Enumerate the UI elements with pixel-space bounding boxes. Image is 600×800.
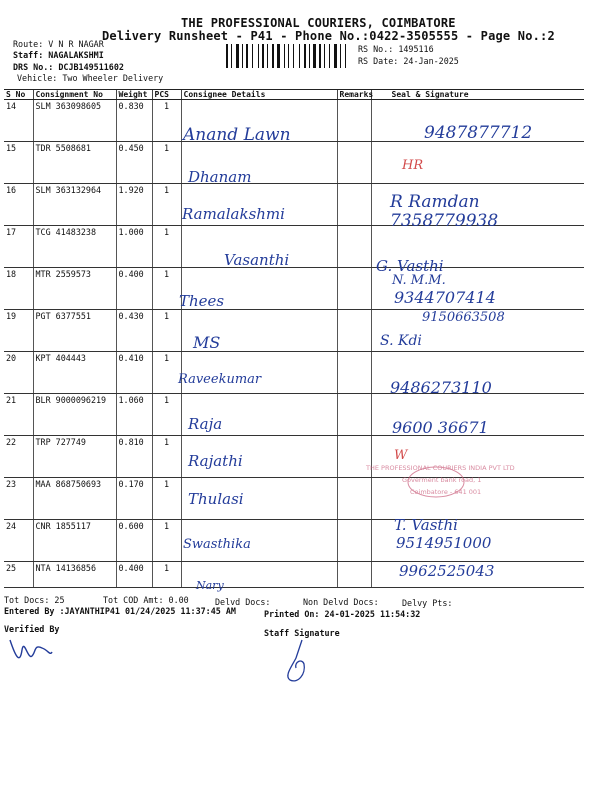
non-delvd-docs: Non Delvd Docs: — [303, 597, 379, 607]
cell-consignment: TRP 727749 — [33, 436, 116, 478]
cell-pcs: 1 — [152, 100, 181, 142]
table-row — [4, 352, 584, 394]
barcode-bar — [324, 44, 325, 68]
cell-pcs: 1 — [152, 520, 181, 562]
cell-remarks — [337, 352, 371, 394]
cell-remarks — [337, 310, 371, 352]
barcode-bar — [313, 44, 316, 68]
staff-signature-label: Staff Signature — [264, 628, 340, 638]
company-title: THE PROFESSIONAL COURIERS, COIMBATORE — [181, 16, 456, 30]
delvy-pts: Delvy Pts: — [402, 598, 453, 608]
cell-pcs: 1 — [152, 436, 181, 478]
cell-remarks — [337, 184, 371, 226]
cell-consignment: PGT 6377551 — [33, 310, 116, 352]
staff-label: Staff: NAGALAKSHMI — [13, 50, 104, 60]
seal-signature: N. M.M. — [392, 273, 446, 288]
barcode-bar — [272, 44, 274, 68]
table-header-row — [4, 90, 584, 100]
staff-signature — [276, 636, 326, 686]
cell-consignment: TCG 41483238 — [33, 226, 116, 268]
barcode-bar — [288, 44, 289, 68]
delvd-docs: Delvd Docs: — [215, 597, 271, 607]
cell-pcs: 1 — [152, 184, 181, 226]
barcode-bar — [319, 44, 321, 68]
cell-weight: 0.410 — [116, 352, 152, 394]
stamp-line: Goverment bank road, 1 — [402, 476, 482, 484]
barcode-bar — [304, 44, 306, 68]
col-pcs: PCS — [152, 90, 181, 100]
consignee-name: Thees — [179, 292, 225, 310]
route-label: Route: V N R NAGAR — [13, 39, 104, 49]
seal-signature: 9487877712 — [424, 123, 533, 143]
printed-on: Printed On: 24-01-2025 11:54:32 — [264, 609, 421, 619]
barcode-bar — [246, 44, 248, 68]
cell-sno: 18 — [4, 268, 33, 310]
cell-consignment: CNR 1855117 — [33, 520, 116, 562]
cell-sno: 21 — [4, 394, 33, 436]
cell-sno: 22 — [4, 436, 33, 478]
barcode-bar — [329, 44, 330, 68]
cell-sno: 20 — [4, 352, 33, 394]
cell-weight: 1.000 — [116, 226, 152, 268]
cell-remarks — [337, 142, 371, 184]
table-row — [4, 562, 584, 588]
company-stamp — [362, 458, 540, 510]
cell-remarks — [337, 394, 371, 436]
cell-consignment: TDR 5508681 — [33, 142, 116, 184]
cell-sno: 24 — [4, 520, 33, 562]
seal-signature: 9486273110 — [390, 378, 492, 397]
barcode-bar — [252, 44, 253, 68]
barcode — [226, 44, 354, 68]
cell-consignment: MTR 2559573 — [33, 268, 116, 310]
cell-consignment: MAA 868750693 — [33, 478, 116, 520]
cell-remarks — [337, 100, 371, 142]
cell-weight: 1.920 — [116, 184, 152, 226]
drs-label: DRS No.: DCJB149511602 — [13, 62, 124, 72]
consignee-name: Ramalakshmi — [182, 205, 285, 223]
seal-signature: 9514951000 — [396, 534, 492, 552]
seal-signature: S. Kdi — [380, 333, 422, 349]
cell-pcs: 1 — [152, 142, 181, 184]
cell-consignment: NTA 14136856 — [33, 562, 116, 588]
consignee-name: Nary — [196, 579, 224, 592]
entered-by: Entered By :JAYANTHIP41 01/24/2025 11:37:45 AM — [4, 606, 236, 616]
barcode-bar — [345, 44, 346, 68]
vehicle-label: Vehicle: Two Wheeler Delivery — [17, 73, 164, 83]
cell-weight: 1.060 — [116, 394, 152, 436]
cell-sno: 14 — [4, 100, 33, 142]
barcode-bar — [299, 44, 300, 68]
seal-signature: 9600 36671 — [392, 418, 489, 437]
cell-remarks — [337, 562, 371, 588]
cell-sno: 25 — [4, 562, 33, 588]
cell-consignment: KPT 404443 — [33, 352, 116, 394]
cell-remarks — [337, 520, 371, 562]
col-remarks: Remarks — [337, 90, 371, 100]
barcode-bar — [236, 44, 239, 68]
cell-consignment: BLR 9000096219 — [33, 394, 116, 436]
cell-sno: 19 — [4, 310, 33, 352]
cell-pcs: 1 — [152, 268, 181, 310]
verified-by-label: Verified By — [4, 624, 60, 634]
barcode-bar — [340, 44, 341, 68]
col-sign: Seal & Signature — [371, 90, 584, 100]
consignee-name: Raveekumar — [178, 372, 262, 387]
barcode-bar — [334, 44, 337, 68]
stamp-line: THE PROFESSIONAL COURIERS INDIA PVT LTD — [366, 464, 515, 472]
col-consignee: Consignee Details — [181, 90, 337, 100]
cell-weight: 0.430 — [116, 310, 152, 352]
seal-signature: 9344707414 — [394, 288, 496, 307]
consignee-name: Swasthika — [183, 537, 251, 552]
cell-consignment: SLM 363098605 — [33, 100, 116, 142]
consignee-name: Dhanam — [188, 168, 252, 186]
rs-no-label: RS No.: 1495116 — [358, 44, 434, 54]
barcode-bar — [309, 44, 310, 68]
barcode-bar — [262, 44, 264, 68]
consignee-name: Raja — [188, 415, 223, 433]
tot-cod-amt: Tot COD Amt: 0.00 — [103, 595, 189, 605]
cell-pcs: 1 — [152, 478, 181, 520]
barcode-bar — [293, 44, 294, 68]
cell-weight: 0.810 — [116, 436, 152, 478]
table-row — [4, 520, 584, 562]
consignee-name: Thulasi — [188, 490, 244, 508]
table-row — [4, 394, 584, 436]
table-row — [4, 142, 584, 184]
cell-weight: 0.830 — [116, 100, 152, 142]
tot-docs: Tot Docs: 25 — [4, 595, 65, 605]
initials-mark: W — [394, 448, 408, 463]
cell-remarks — [337, 268, 371, 310]
cell-weight: 0.450 — [116, 142, 152, 184]
stamp-line: Coimbatore - 641 001 — [410, 488, 482, 496]
col-consignment: Consignment No — [33, 90, 116, 100]
table-row — [4, 226, 584, 268]
barcode-bar — [231, 44, 232, 68]
cell-weight: 0.400 — [116, 562, 152, 588]
cell-weight: 0.170 — [116, 478, 152, 520]
barcode-bar — [277, 44, 280, 68]
cell-pcs: 1 — [152, 562, 181, 588]
consignee-name: Vasanthi — [224, 251, 290, 269]
cell-sno: 15 — [4, 142, 33, 184]
cell-sno: 16 — [4, 184, 33, 226]
col-weight: Weight — [116, 90, 152, 100]
cell-pcs: 1 — [152, 352, 181, 394]
cell-weight: 0.400 — [116, 268, 152, 310]
consignee-name: MS — [193, 333, 221, 352]
rs-date-label: RS Date: 24-Jan-2025 — [358, 56, 459, 66]
barcode-bar — [226, 44, 228, 68]
seal-signature: R Ramdan 7358779938 — [390, 192, 499, 231]
consignee-name: Anand Lawn — [183, 125, 291, 145]
barcode-bar — [284, 44, 285, 68]
runsheet-title: Delivery Runsheet - P41 - Phone No.:0422-3505555 - Page No.:2 — [102, 29, 555, 43]
table-row — [4, 268, 584, 310]
cell-pcs: 1 — [152, 226, 181, 268]
seal-signature: 9962525043 — [399, 562, 495, 580]
initials-mark: HR — [402, 158, 424, 173]
cell-remarks — [337, 226, 371, 268]
cell-sno: 23 — [4, 478, 33, 520]
barcode-bar — [258, 44, 259, 68]
verified-signature — [6, 630, 56, 670]
cell-weight: 0.600 — [116, 520, 152, 562]
col-sno: S No — [4, 90, 33, 100]
seal-signature: 9150663508 — [422, 310, 505, 325]
cell-pcs: 1 — [152, 310, 181, 352]
cell-consignment: SLM 363132964 — [33, 184, 116, 226]
runsheet-table — [4, 89, 584, 588]
barcode-bar — [242, 44, 243, 68]
consignee-name: Rajathi — [188, 452, 243, 470]
seal-signature: T. Vasthi — [394, 516, 458, 534]
seal-signature: G. Vasthi — [376, 257, 444, 275]
cell-pcs: 1 — [152, 394, 181, 436]
barcode-bar — [267, 44, 268, 68]
cell-sno: 17 — [4, 226, 33, 268]
